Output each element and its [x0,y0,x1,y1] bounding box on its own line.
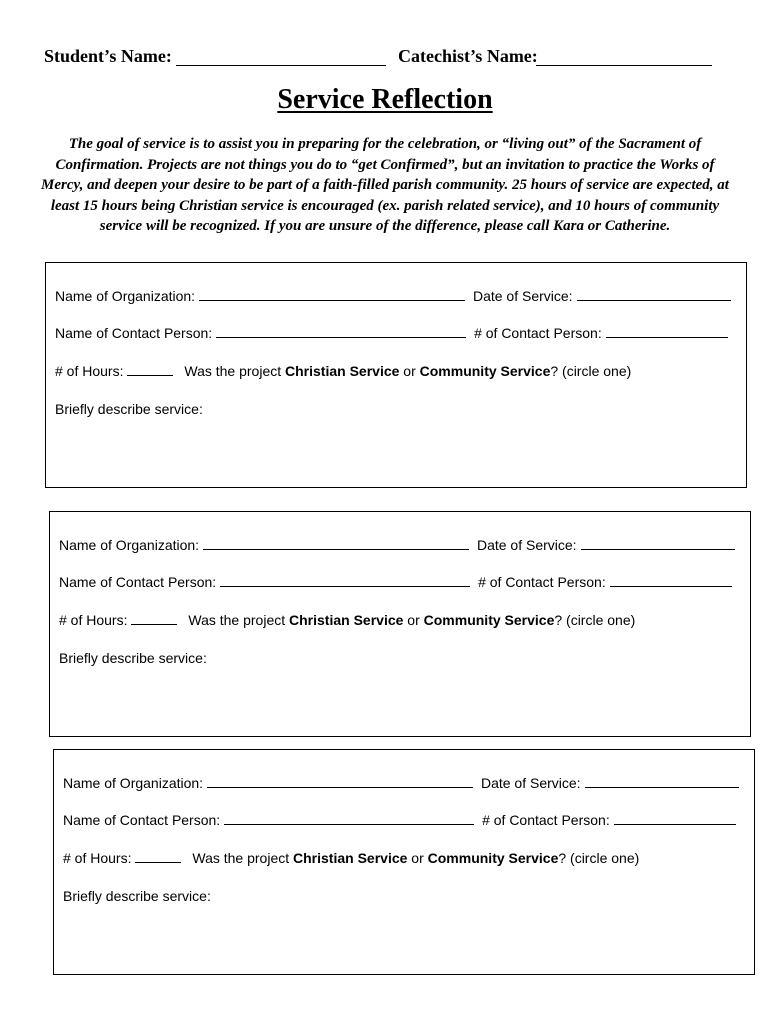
org-row [55,288,731,304]
circle-note: ? (circle one) [550,363,632,379]
hours-label: # of Hours: [59,612,128,628]
hours-row [59,612,635,628]
contact-label: Name of Contact Person: [59,574,217,590]
contact-number-label: # of Contact Person: [478,574,606,590]
org-label: Name of Organization: [55,288,196,304]
service-entry-2 [49,511,751,737]
project-question: Was the project [184,363,282,379]
org-field[interactable] [199,288,465,301]
org-row [63,775,739,791]
contact-number-field[interactable] [610,574,732,587]
contact-number-field[interactable] [606,325,728,338]
catechist-name-label: Catechist’s Name: [398,46,538,66]
date-label: Date of Service: [472,288,573,304]
or-text: or [403,363,416,379]
describe-label: Briefly describe service: [59,650,207,666]
describe-label: Briefly describe service: [63,888,211,904]
christian-service-option[interactable]: Christian Service [293,850,408,866]
service-entry-3 [53,749,755,975]
contact-row [59,574,732,590]
student-name-field[interactable] [176,65,386,66]
date-label: Date of Service: [476,537,577,553]
hours-row [63,850,639,866]
christian-service-option[interactable]: Christian Service [289,612,404,628]
project-question: Was the project [192,850,290,866]
contact-label: Name of Contact Person: [63,812,221,828]
student-name-label: Student’s Name: [44,46,172,66]
hours-label: # of Hours: [63,850,132,866]
intro-paragraph: The goal of service is to assist you in preparing for the celebration, or “living out” of the Sacrament of Confirmation. Projects are not things you do to “get Confirmed”, but an invitation to practice the Works of Mercy, and deepen your desire to be part of a faith-filled parish community. 25 hours of service are expected, at least 15 hours being Christian service is encouraged (ex. parish related service), and 10 hours of community service will be recognized. If you are unsure of the difference, please call Kara or Catherine. [41,136,729,234]
circle-note: ? (circle one) [554,612,636,628]
contact-number-field[interactable] [614,812,736,825]
project-question: Was the project [188,612,286,628]
date-field[interactable] [577,288,731,301]
community-service-option[interactable]: Community Service [427,850,559,866]
org-label: Name of Organization: [59,537,200,553]
page-title: Service Reflection [277,84,493,115]
date-label: Date of Service: [480,775,581,791]
date-field[interactable] [581,537,735,550]
catechist-name-field[interactable] [536,65,712,66]
hours-row [55,363,631,379]
community-service-option[interactable]: Community Service [423,612,555,628]
contact-number-label: # of Contact Person: [474,325,602,341]
contact-row [63,812,736,828]
hours-field[interactable] [131,612,177,625]
org-field[interactable] [207,775,473,788]
contact-row [55,325,728,341]
contact-field[interactable] [216,325,466,338]
date-field[interactable] [585,775,739,788]
christian-service-option[interactable]: Christian Service [285,363,400,379]
or-text: or [407,612,420,628]
org-label: Name of Organization: [63,775,204,791]
describe-label: Briefly describe service: [55,401,203,417]
org-field[interactable] [203,537,469,550]
contact-field[interactable] [224,812,474,825]
community-service-option[interactable]: Community Service [419,363,551,379]
hours-field[interactable] [127,363,173,376]
contact-field[interactable] [220,574,470,587]
contact-label: Name of Contact Person: [55,325,213,341]
service-entry-1 [45,262,747,488]
org-row [59,537,735,553]
hours-label: # of Hours: [55,363,124,379]
contact-number-label: # of Contact Person: [482,812,610,828]
circle-note: ? (circle one) [558,850,640,866]
hours-field[interactable] [135,850,181,863]
or-text: or [411,850,424,866]
